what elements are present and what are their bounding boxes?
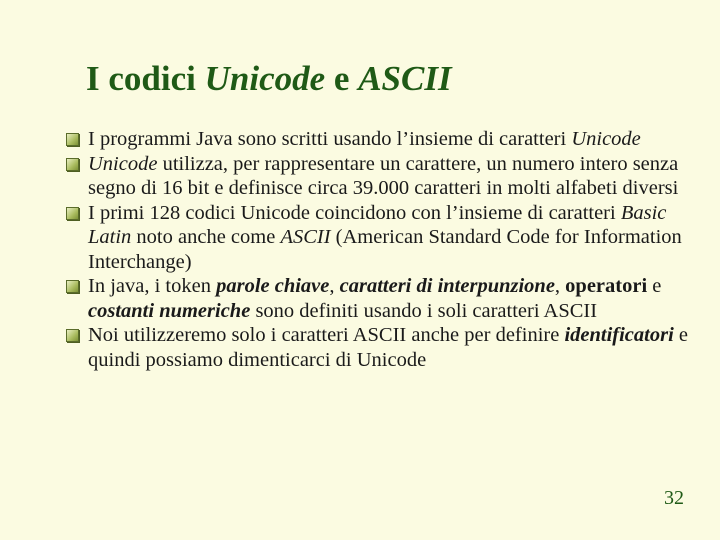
square-bullet-icon — [66, 133, 79, 146]
bullet-item: In java, i token parole chiave, caratteri di interpunzione, operatori e costanti numeriche sono definiti usando i soli caratteri ASCII — [66, 274, 696, 323]
square-bullet-icon — [66, 280, 79, 293]
bullet-item: I primi 128 codici Unicode coincidono con l’insieme di caratteri Basic Latin noto anche come ASCII (American Standard Code for Information Interchange) — [66, 201, 696, 275]
square-bullet-icon — [66, 329, 79, 342]
bullet-item: Unicode utilizza, per rappresentare un carattere, un numero intero senza segno di 16 bit e definisce circa 39.000 caratteri in molti alfabeti diversi — [66, 152, 696, 201]
square-bullet-icon — [66, 207, 79, 220]
slide-title: I codici Unicode e ASCII — [86, 59, 452, 98]
square-bullet-icon — [66, 158, 79, 171]
slide-number: 32 — [664, 487, 684, 509]
bullet-item: Noi utilizzeremo solo i caratteri ASCII anche per definire identificatori e quindi possiamo dimenticarci di Unicode — [66, 323, 696, 372]
bullet-list — [66, 127, 696, 372]
bullet-item: I programmi Java sono scritti usando l’insieme di caratteri Unicode — [66, 127, 696, 152]
